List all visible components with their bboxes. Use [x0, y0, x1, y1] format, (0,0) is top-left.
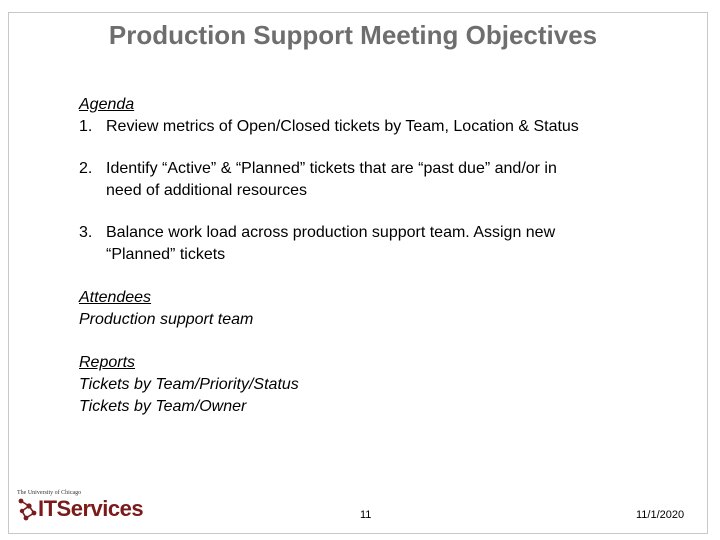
slide-date: 11/1/2020 [636, 509, 685, 521]
agenda-item-line: need of additional resources [106, 182, 308, 199]
page-number: 11 [360, 509, 372, 521]
agenda-heading: Agenda [79, 96, 135, 113]
agenda-item-number: 2. [79, 160, 93, 177]
agenda-item-text [106, 116, 579, 138]
attendees-heading: Attendees [79, 289, 152, 306]
report-line: Tickets by Team/Owner [79, 398, 247, 415]
agenda-item-text [106, 158, 557, 202]
agenda-item-number: 3. [79, 224, 93, 241]
it-services-logo [17, 490, 177, 524]
agenda-item-text [106, 222, 555, 266]
report-line: Tickets by Team/Priority/Status [79, 376, 299, 393]
agenda-item-line: Balance work load across production support team. Assign new [106, 224, 556, 241]
agenda-item [79, 116, 659, 138]
agenda-item [79, 158, 659, 202]
slide-content [79, 94, 659, 418]
agenda-item-line: “Planned” tickets [106, 246, 226, 263]
attendees-text: Production support team [79, 311, 254, 328]
network-node-icon [17, 497, 37, 521]
logo-text: ITServices [38, 496, 144, 521]
logo-university-text: The University of Chicago [17, 490, 82, 496]
reports-heading: Reports [79, 354, 136, 371]
agenda-item-line: Review metrics of Open/Closed tickets by Team, Location & Status [106, 118, 579, 135]
slide-title: Production Support Meeting Objectives [108, 20, 598, 50]
agenda-item-number: 1. [79, 118, 93, 135]
agenda-item [79, 222, 659, 266]
agenda-item-line: Identify “Active” & “Planned” tickets that are “past due” and/or in [106, 160, 557, 177]
logo-main [17, 497, 143, 521]
